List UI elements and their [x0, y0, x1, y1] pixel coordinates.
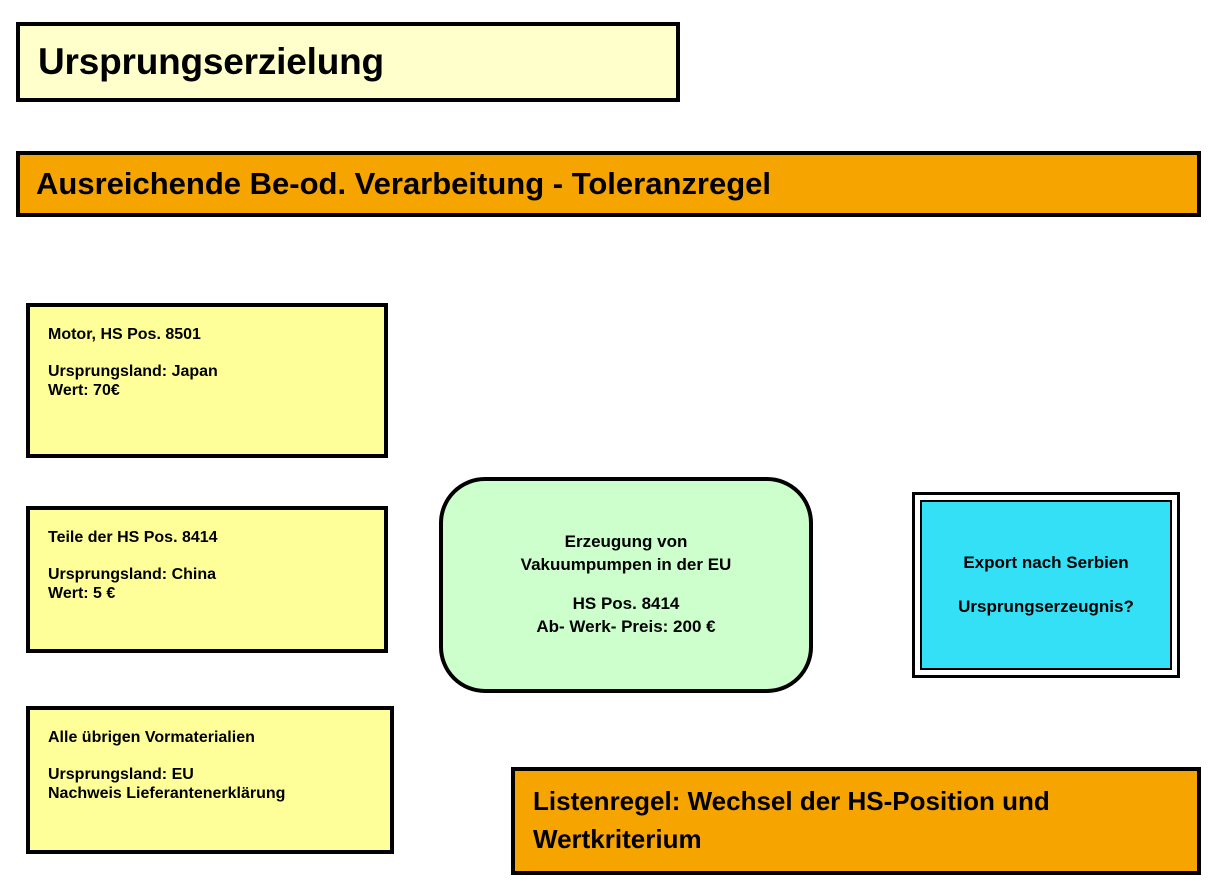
material-3-proof: Nachweis Lieferantenerklärung — [48, 784, 286, 802]
production-line-2: Vakuumpumpen in der EU — [520, 555, 732, 575]
banner-title: Ausreichende Be-od. Verarbeitung - Toleranzregel — [36, 166, 771, 201]
material-3-heading: Alle übrigen Vormaterialien — [48, 729, 255, 746]
material-2-origin: Ursprungsland: China — [48, 565, 217, 583]
slide-banner-box — [16, 151, 1201, 217]
material-box-1 — [26, 303, 388, 458]
material-1-origin: Ursprungsland: Japan — [48, 362, 218, 380]
material-1-heading: Motor, HS Pos. 8501 — [48, 326, 201, 343]
production-price: Ab- Werk- Preis: 200 € — [536, 616, 716, 636]
material-1-value: Wert: 70€ — [48, 381, 120, 399]
material-3-origin: Ursprungsland: EU — [48, 765, 194, 783]
page-title: Ursprungserzielung — [38, 41, 384, 82]
production-box — [439, 477, 813, 693]
production-hs-position: HS Pos. 8414 — [572, 594, 680, 613]
export-destination: Export nach Serbien — [963, 552, 1129, 572]
spacer — [48, 346, 384, 364]
spacer — [48, 549, 384, 567]
list-rule-text-wrapper — [533, 783, 1050, 858]
list-rule-line-2: Wertkriterium — [533, 824, 702, 854]
spacer — [48, 749, 390, 767]
slide-title-box — [16, 22, 680, 102]
material-2-value: Wert: 5 € — [48, 584, 116, 602]
list-rule-box — [511, 767, 1201, 875]
production-line-1: Erzeugung von — [564, 532, 688, 552]
material-box-3 — [26, 706, 394, 854]
list-rule-line-1: Listenregel: Wechsel der HS-Position und — [533, 786, 1050, 817]
export-question: Ursprungserzeugnis? — [958, 597, 1134, 616]
export-box-frame — [912, 492, 1180, 678]
export-box — [920, 500, 1172, 670]
material-2-heading: Teile der HS Pos. 8414 — [48, 529, 218, 546]
material-box-2 — [26, 506, 388, 653]
